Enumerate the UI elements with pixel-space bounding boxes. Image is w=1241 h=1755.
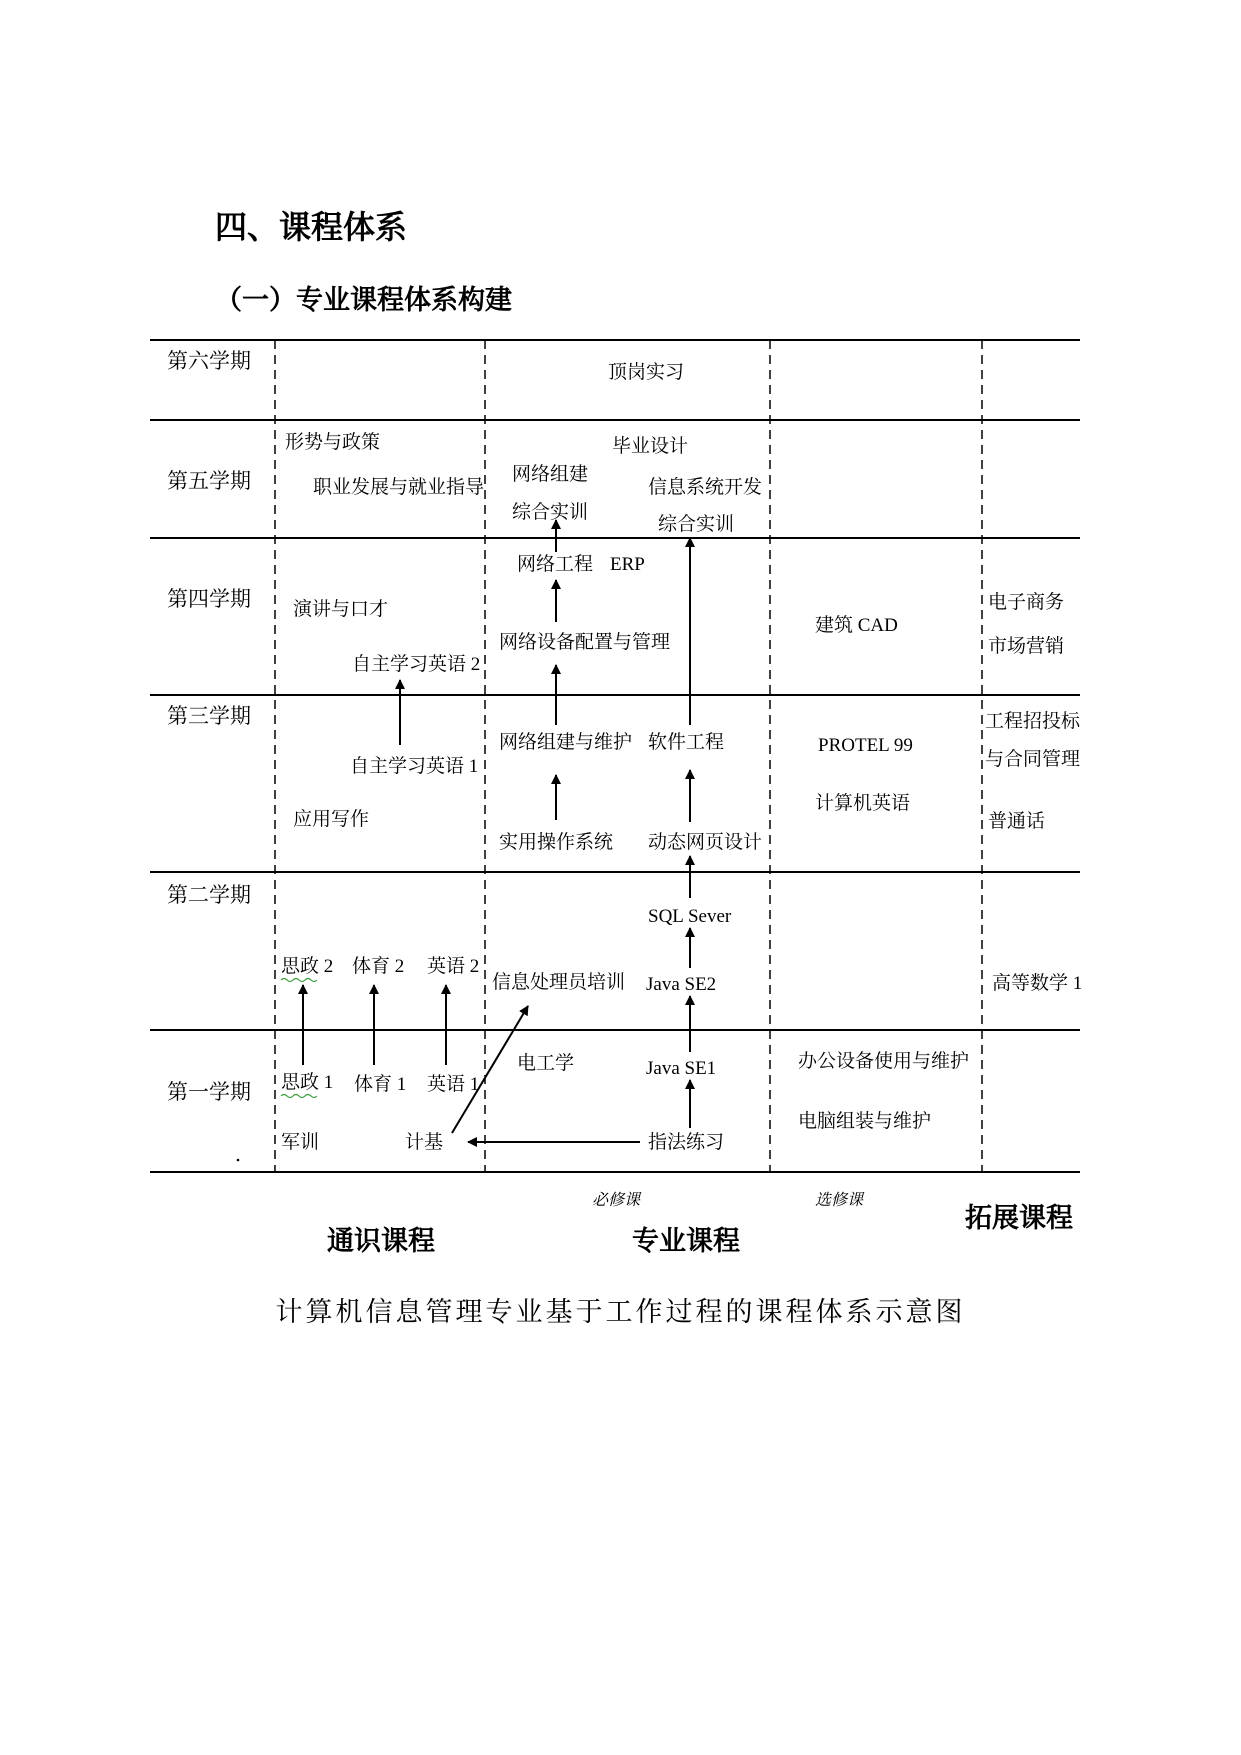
general-courses-label: 通识课程 <box>327 1226 435 1257</box>
course-info-system-training-line2: 综合实训 <box>658 514 735 535</box>
course-operating-system: 实用操作系统 <box>499 832 614 853</box>
course-computer-english: 计算机英语 <box>815 793 911 814</box>
course-applied-writing: 应用写作 <box>293 809 370 830</box>
stray-dot <box>237 1159 240 1162</box>
course-english-1: 英语 1 <box>427 1074 480 1095</box>
figure-caption: 计算机信息管理专业基于工作过程的课程体系示意图 <box>275 1297 966 1328</box>
course-nodes <box>281 361 1082 1153</box>
course-bidding-line2: 与合同管理 <box>985 749 1081 770</box>
course-protel: PROTEL 99 <box>818 735 913 756</box>
semester-3-label: 第三学期 <box>167 704 251 728</box>
subsection-title: （一）专业课程体系构建 <box>215 285 512 316</box>
course-dynamic-web: 动态网页设计 <box>648 832 763 853</box>
course-pc-assembly: 电脑组装与维护 <box>798 1111 932 1132</box>
course-typing-practice: 指法练习 <box>648 1132 725 1153</box>
semester-1-label: 第一学期 <box>167 1080 251 1104</box>
course-career-guidance: 职业发展与就业指导 <box>313 477 485 498</box>
course-advanced-math: 高等数学 1 <box>992 973 1083 994</box>
course-pe-2: 体育 2 <box>352 956 405 977</box>
course-electrical: 电工学 <box>517 1053 575 1074</box>
course-english-2: 英语 2 <box>427 956 480 977</box>
course-politics-1: 思政 1 <box>281 1072 334 1093</box>
spellcheck-underline-politics-1 <box>281 1095 317 1098</box>
elective-course-label: 选修课 <box>815 1192 864 1209</box>
course-building-cad: 建筑 CAD <box>815 615 898 636</box>
semester-2-label: 第二学期 <box>167 883 251 907</box>
course-network-build-training-line1: 网络组建 <box>512 464 589 485</box>
semester-5-label: 第五学期 <box>167 469 251 493</box>
course-speech: 演讲与口才 <box>293 599 389 620</box>
course-sql-server: SQL Sever <box>648 906 732 927</box>
spellcheck-underline-politics-2 <box>281 979 317 982</box>
semester-6-label: 第六学期 <box>167 349 251 373</box>
course-self-english-2: 自主学习英语 2 <box>352 654 481 675</box>
course-politics-2: 思政 2 <box>281 956 334 977</box>
course-network-engineering: 网络工程 <box>517 554 594 575</box>
course-situation-policy: 形势与政策 <box>285 432 381 453</box>
semester-4-label: 第四学期 <box>167 587 251 611</box>
course-java-se1: Java SE1 <box>646 1058 717 1079</box>
course-internship: 顶岗实习 <box>608 362 685 383</box>
course-self-english-1: 自主学习英语 1 <box>350 756 479 777</box>
course-java-se2: Java SE2 <box>646 974 717 995</box>
row-dividers <box>150 340 1083 1172</box>
course-ecommerce: 电子商务 <box>988 592 1065 613</box>
course-bidding-line1: 工程招投标 <box>985 711 1081 732</box>
course-graduation-design: 毕业设计 <box>612 436 689 457</box>
course-marketing: 市场营销 <box>988 636 1065 657</box>
section-title: 四、课程体系 <box>215 208 408 246</box>
semester-labels <box>167 349 251 1104</box>
course-pe-1: 体育 1 <box>354 1074 407 1095</box>
category-labels <box>327 1191 1073 1257</box>
course-mandarin: 普通话 <box>988 811 1046 832</box>
course-network-device-config: 网络设备配置与管理 <box>499 632 671 653</box>
course-info-clerk-training: 信息处理员培训 <box>492 972 626 993</box>
course-network-build-training-line2: 综合实训 <box>512 502 589 523</box>
course-network-maintenance: 网络组建与维护 <box>499 732 633 753</box>
required-course-label: 必修课 <box>592 1192 641 1209</box>
course-computer-basics: 计基 <box>405 1132 444 1153</box>
extended-courses-label: 拓展课程 <box>965 1203 1073 1234</box>
professional-courses-label: 专业课程 <box>632 1226 740 1257</box>
course-office-equipment: 办公设备使用与维护 <box>798 1051 970 1072</box>
course-info-system-training-line1: 信息系统开发 <box>648 477 763 498</box>
course-software-engineering: 软件工程 <box>648 732 725 753</box>
course-military-training: 军训 <box>281 1132 320 1153</box>
course-erp: ERP <box>610 554 645 575</box>
